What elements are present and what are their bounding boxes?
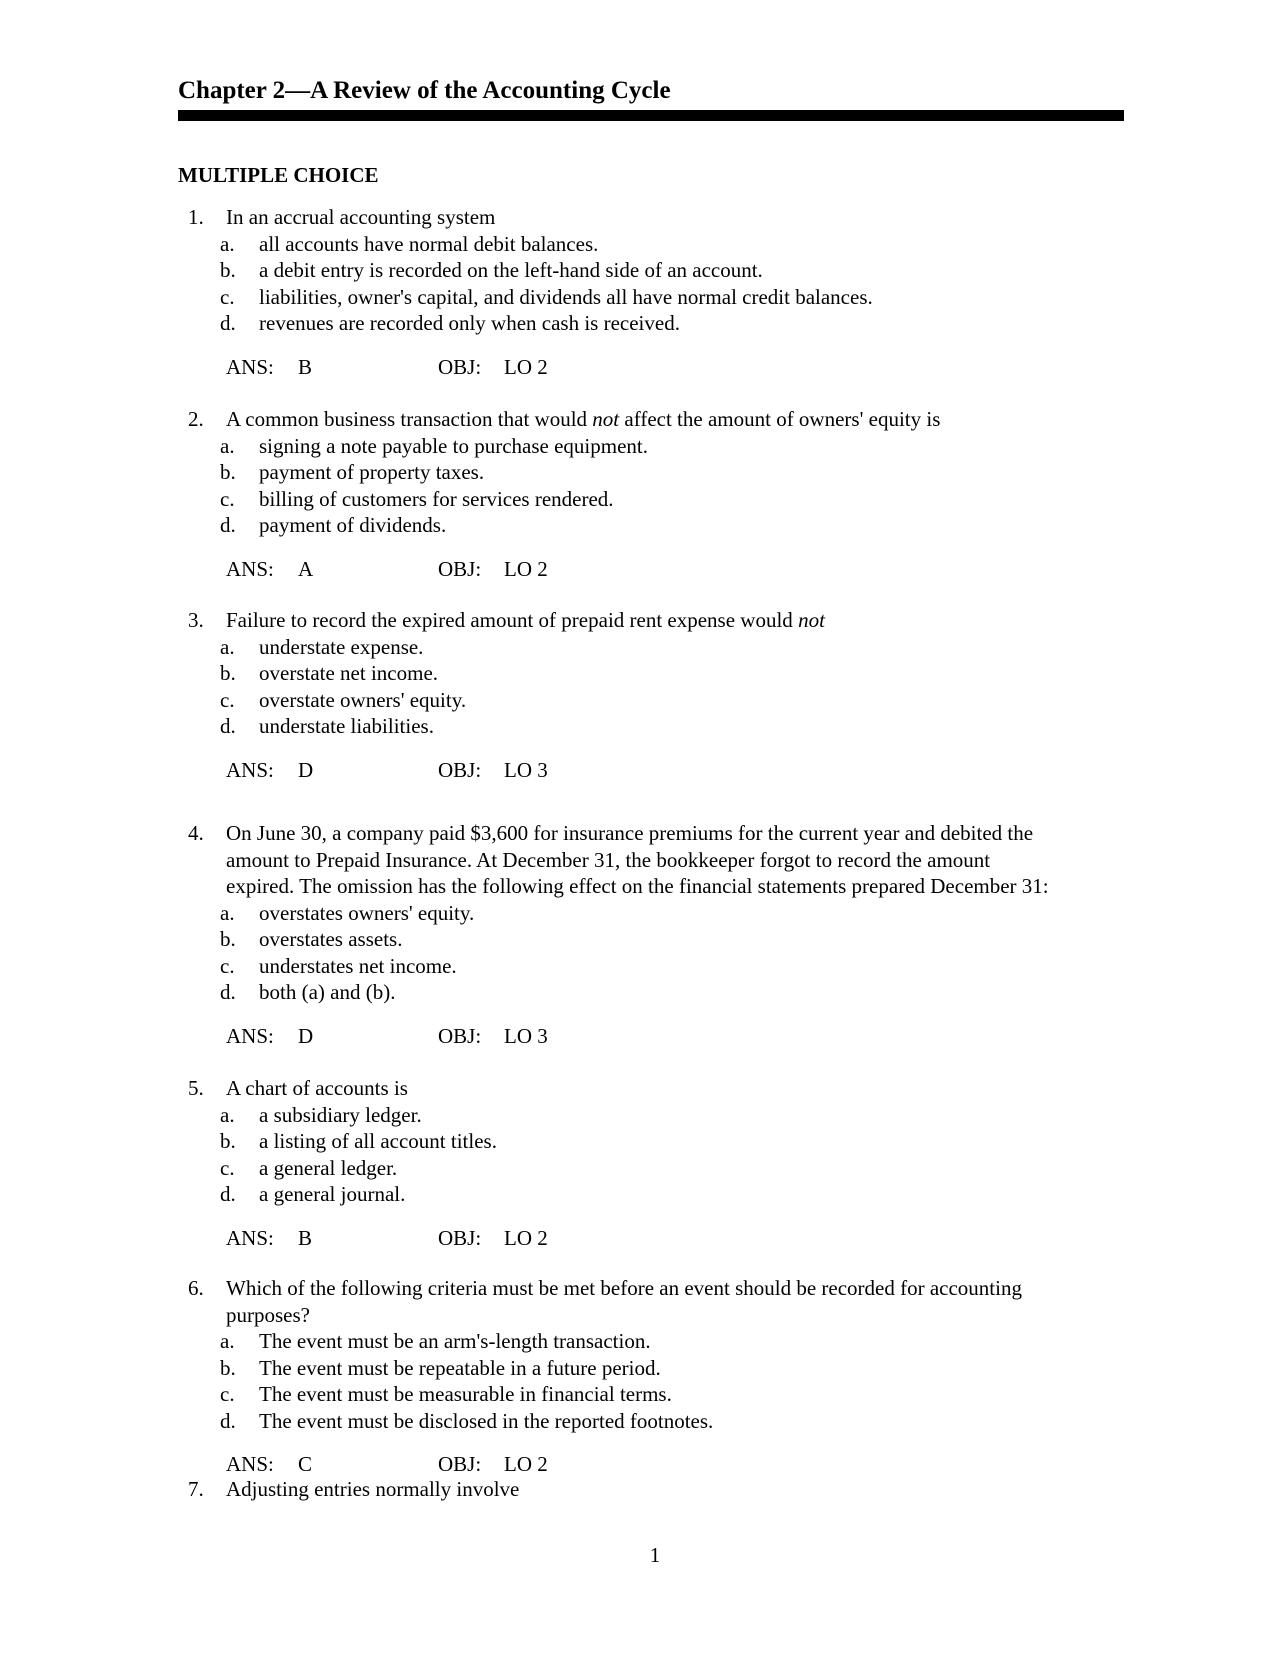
option-text: billing of customers for services rendered. <box>259 486 614 511</box>
answer-line: ANS: C OBJ: LO 2 <box>226 1452 548 1476</box>
question-6 <box>0 1275 1280 1478</box>
option-a: a. understate expense. <box>220 634 424 659</box>
question-3 <box>0 607 1280 783</box>
option-text: The event must be measurable in financial terms. <box>259 1382 672 1406</box>
option-text: signing a note payable to purchase equipment. <box>259 433 648 458</box>
option-text: revenues are recorded only when cash is received. <box>259 311 680 335</box>
question-stem: In an accrual accounting system <box>226 205 496 229</box>
option-a: a. The event must be an arm's-length transaction. <box>220 1329 651 1353</box>
question-4 <box>0 820 1280 1049</box>
answer-value: C <box>298 1452 313 1476</box>
answer-value: A <box>298 556 314 581</box>
option-b: b. overstate net income. <box>220 661 439 685</box>
question-number: 6. <box>188 1276 204 1300</box>
answer-value: B <box>298 354 313 379</box>
option-a: a. a subsidiary ledger. <box>220 1102 422 1127</box>
option-text: overstate owners' equity. <box>259 687 467 712</box>
option-d: d. a general journal. <box>220 1182 406 1206</box>
option-text: overstate net income. <box>259 661 439 685</box>
section-heading: MULTIPLE CHOICE <box>178 163 379 187</box>
option-d: d. both (a) and (b). <box>220 980 396 1004</box>
option-text: all accounts have normal debit balances. <box>259 231 599 256</box>
option-text: The event must be repeatable in a future period. <box>259 1355 661 1380</box>
question-stem: Which of the following criteria must be met before an event should be recorded for accounting <box>226 1276 1022 1300</box>
option-a: a. overstates owners' equity. <box>220 900 475 925</box>
option-text: payment of property taxes. <box>259 460 485 484</box>
answer-value: D <box>298 757 314 782</box>
option-text: overstates owners' equity. <box>259 900 475 925</box>
answer-line: ANS: B OBJ: LO 2 <box>226 1225 548 1250</box>
option-text: liabilities, owner's capital, and dividends all have normal credit balances. <box>259 284 873 309</box>
option-text: understates net income. <box>259 953 457 978</box>
question-stem: expired. The omission has the following effect on the financial statements prepared December 31: <box>226 874 1049 898</box>
question-stem: Failure to record the expired amount of prepaid rent expense would not <box>226 608 825 632</box>
header-rule <box>178 110 1124 121</box>
chapter-header <box>178 76 1124 121</box>
question-stem: On June 30, a company paid $3,600 for insurance premiums for the current year and debited the <box>226 821 1034 845</box>
option-text: understate liabilities. <box>259 714 434 738</box>
objective-value: LO 3 <box>504 757 548 782</box>
option-b: b. overstates assets. <box>220 927 403 951</box>
option-text: a debit entry is recorded on the left-hand side of an account. <box>259 258 763 282</box>
option-c: c. a general ledger. <box>220 1155 398 1180</box>
option-c: c. liabilities, owner's capital, and dividends all have normal credit balances. <box>220 284 873 309</box>
question-number: 1. <box>188 205 204 229</box>
option-b: b. a debit entry is recorded on the left-hand side of an account. <box>220 258 763 282</box>
objective-value: LO 2 <box>504 354 548 379</box>
option-d: d. understate liabilities. <box>220 714 434 738</box>
option-d: d. payment of dividends. <box>220 513 447 537</box>
option-text: The event must be disclosed in the reported footnotes. <box>259 1408 714 1433</box>
answer-line: ANS: A OBJ: LO 2 <box>226 556 548 581</box>
question-1 <box>0 204 1280 380</box>
option-a: a. all accounts have normal debit balances. <box>220 231 599 256</box>
question-stem: Adjusting entries normally involve <box>226 1477 520 1501</box>
objective-value: LO 2 <box>504 1452 548 1476</box>
option-text: a subsidiary ledger. <box>259 1102 422 1127</box>
chapter-title: Chapter 2—A Review of the Accounting Cycle <box>178 77 671 104</box>
option-text: understate expense. <box>259 634 424 659</box>
page-number: 1 <box>649 1543 661 1567</box>
option-text: a general ledger. <box>259 1155 398 1180</box>
objective-value: LO 2 <box>504 1225 548 1250</box>
answer-value: B <box>298 1225 313 1250</box>
option-text: overstates assets. <box>259 927 403 951</box>
option-c: c. The event must be measurable in financial terms. <box>220 1382 672 1406</box>
option-d: d. The event must be disclosed in the reported footnotes. <box>220 1408 714 1433</box>
option-b: b. The event must be repeatable in a future period. <box>220 1355 661 1380</box>
question-stem: amount to Prepaid Insurance. At December 31, the bookkeeper forgot to record the amount <box>226 847 991 872</box>
question-5 <box>0 1075 1280 1251</box>
answer-value: D <box>298 1023 314 1048</box>
option-text: a listing of all account titles. <box>259 1129 497 1153</box>
answer-line: ANS: B OBJ: LO 2 <box>226 354 548 379</box>
option-b: b. payment of property taxes. <box>220 460 485 484</box>
option-b: b. a listing of all account titles. <box>220 1129 497 1153</box>
option-text: a general journal. <box>259 1182 406 1206</box>
question-stem: purposes? <box>226 1302 310 1327</box>
option-text: The event must be an arm's-length transaction. <box>259 1329 651 1353</box>
option-c: c. understates net income. <box>220 953 457 978</box>
objective-value: LO 2 <box>504 556 548 581</box>
answer-line: ANS: D OBJ: LO 3 <box>226 757 548 782</box>
question-stem: A common business transaction that would not affect the amount of owners' equity is <box>226 407 941 431</box>
option-a: a. signing a note payable to purchase equipment. <box>220 433 648 458</box>
option-text: payment of dividends. <box>259 513 447 537</box>
question-2 <box>0 406 1280 582</box>
question-number: 2. <box>188 407 204 431</box>
question-number: 4. <box>188 821 204 845</box>
question-number: 7. <box>188 1477 204 1501</box>
option-d: d. revenues are recorded only when cash is received. <box>220 311 680 335</box>
option-c: c. overstate owners' equity. <box>220 687 467 712</box>
question-number: 5. <box>188 1076 204 1100</box>
question-7 <box>0 1476 1280 1503</box>
option-text: both (a) and (b). <box>259 980 396 1004</box>
answer-line: ANS: D OBJ: LO 3 <box>226 1023 548 1048</box>
objective-value: LO 3 <box>504 1023 548 1048</box>
question-stem: A chart of accounts is <box>226 1076 408 1100</box>
question-number: 3. <box>188 608 204 632</box>
option-c: c. billing of customers for services rendered. <box>220 486 614 511</box>
